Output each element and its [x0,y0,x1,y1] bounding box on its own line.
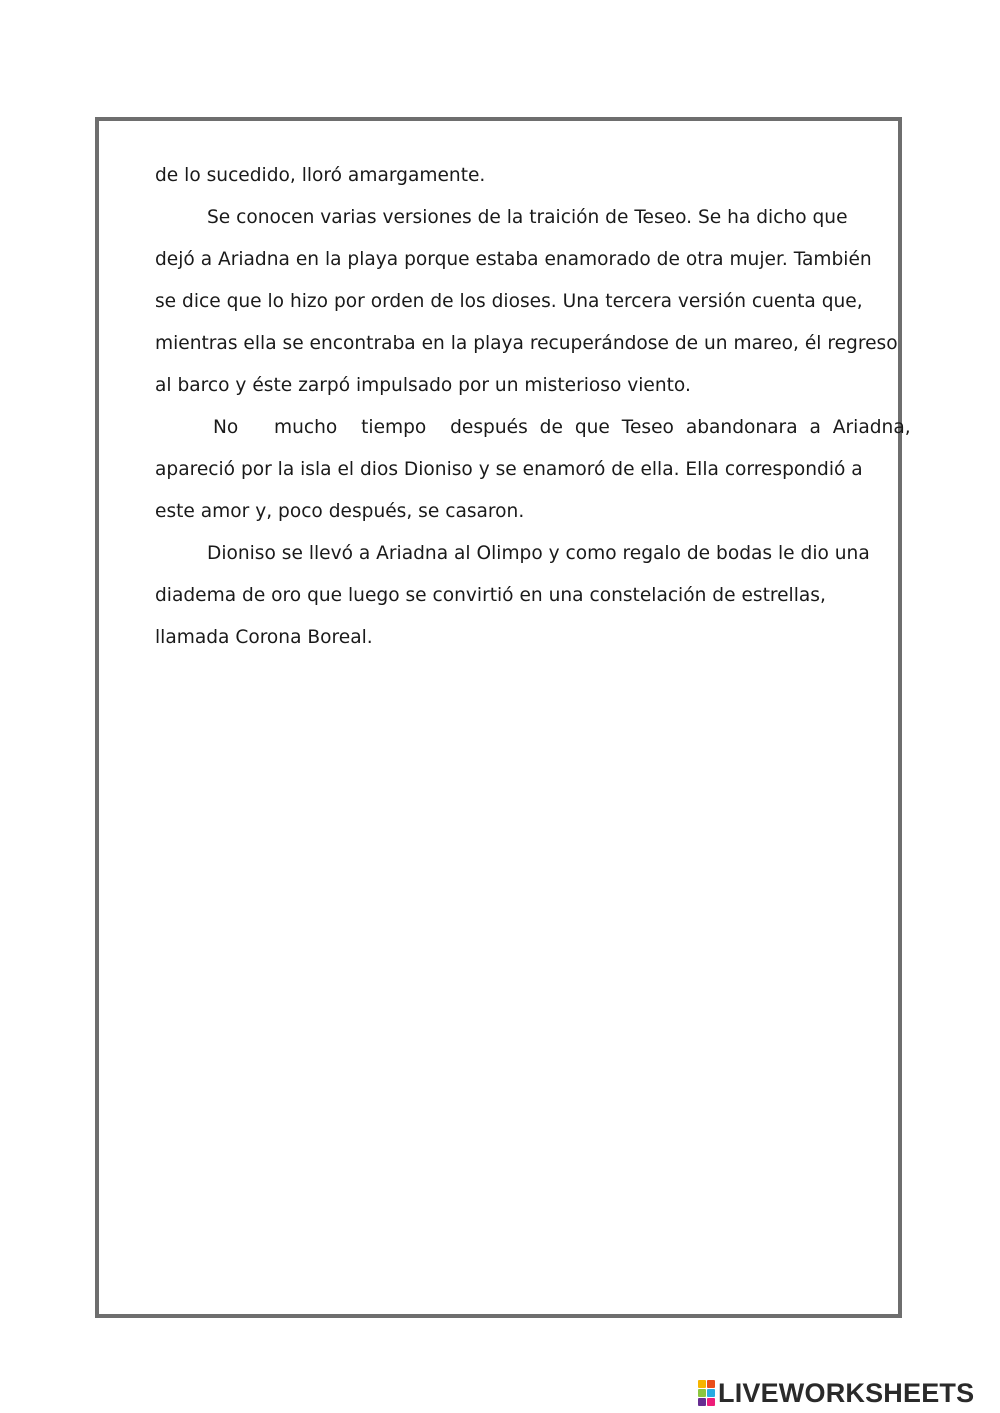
logo-square [698,1398,706,1406]
text-line: mientras ella se encontraba en la playa recuperándose de un mareo, él regreso [155,333,898,354]
text-line: Se conocen varias versiones de la traición de Teseo. Se ha dicho que [207,207,848,228]
text-line: se dice que lo hizo por orden de los dioses. Una tercera versión cuenta que, [155,291,863,312]
logo-square [707,1389,715,1397]
text-line: llamada Corona Boreal. [155,627,373,648]
text-line: diadema de oro que luego se convirtió en una constelación de estrellas, [155,585,826,606]
text-line: al barco y éste zarpó impulsado por un misterioso viento. [155,375,691,396]
logo-square [707,1398,715,1406]
text-line: este amor y, poco después, se casaron. [155,501,525,522]
text-line: dejó a Ariadna en la playa porque estaba enamorado de otra mujer. También [155,249,872,270]
text-line: Dioniso se llevó a Ariadna al Olimpo y como regalo de bodas le dio una [207,543,870,564]
story-text [155,155,915,659]
liveworksheets-logo [698,1378,974,1408]
text-line: apareció por la isla el dios Dioniso y se enamoró de ella. Ella correspondió a [155,459,863,480]
text-line: de lo sucedido, lloró amargamente. [155,165,486,186]
logo-square [698,1389,706,1397]
logo-square [707,1380,715,1388]
logo-icon [698,1380,715,1406]
brand-name: LIVEWORKSHEETS [718,1378,975,1408]
text-line: No mucho tiempo después de que Teseo abandonara a Ariadna, [213,417,911,438]
logo-square [698,1380,706,1388]
